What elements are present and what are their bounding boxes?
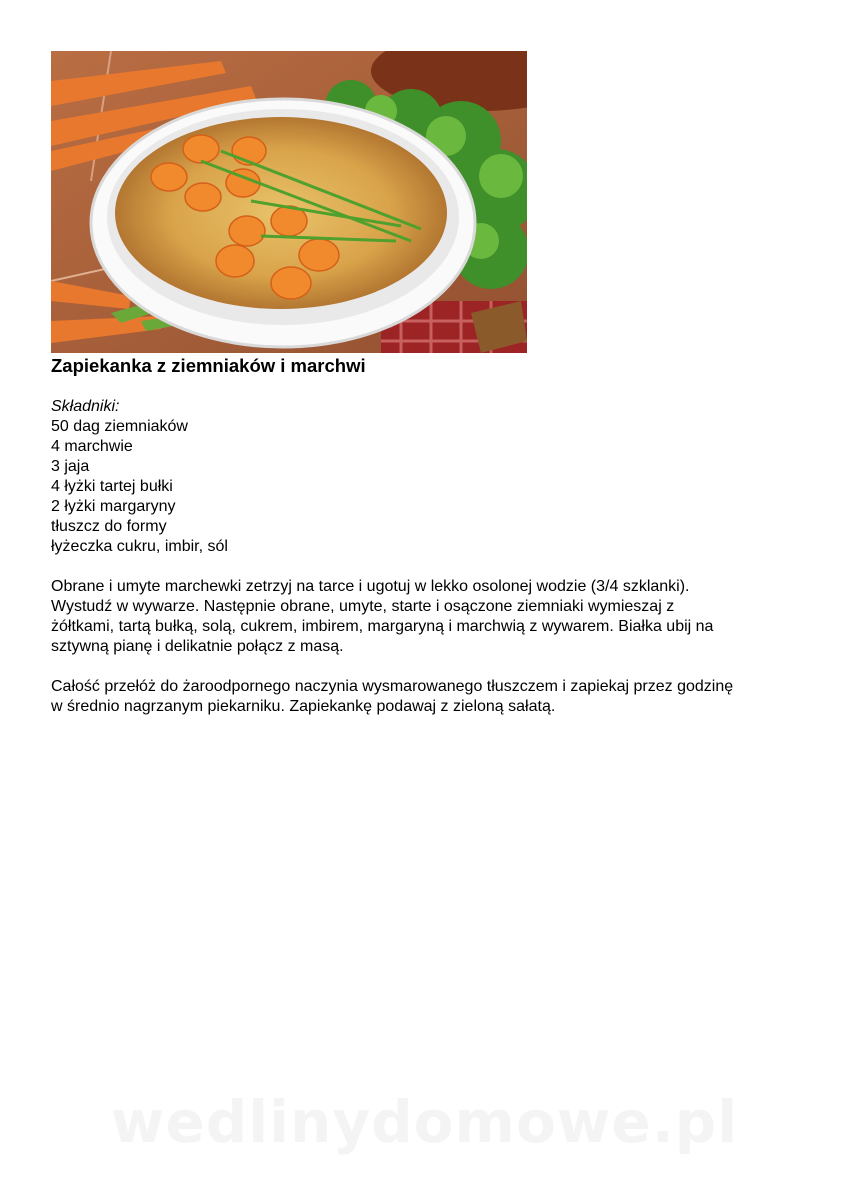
ingredient-item: 50 dag ziemniaków (51, 418, 188, 435)
paragraph-line: Całość przełóż do żaroodpornego naczynia wysmarowanego tłuszczem i zapiekaj przez godzinę (51, 678, 734, 695)
recipe-title: Zapiekanka z ziemniaków i marchwi (51, 355, 366, 376)
recipe-content (51, 397, 821, 717)
ingredient-item: 4 marchwie (51, 438, 133, 455)
paragraph-line: Obrane i umyte marchewki zetrzyj na tarce i ugotuj w lekko osolonej wodzie (3/4 szklanki). (51, 578, 690, 595)
instructions-paragraph-1 (51, 577, 821, 657)
ingredient-item: 2 łyżki margaryny (51, 498, 176, 515)
paragraph-line: Wystudź w wywarze. Następnie obrane, umyte, starte i osączone ziemniaki wymieszaj z (51, 598, 675, 615)
ingredients-heading: Składniki: (51, 398, 120, 415)
ingredient-item: tłuszcz do formy (51, 518, 167, 535)
watermark: wedlinydomowe.pl (110, 1088, 739, 1156)
paragraph-line: sztywną pianę i delikatnie połącz z masą. (51, 638, 344, 655)
recipe-photo (51, 51, 527, 353)
ingredient-item: 4 łyżki tartej bułki (51, 478, 173, 495)
paragraph-line: w średnio nagrzanym piekarniku. Zapiekankę podawaj z zieloną sałatą. (51, 698, 556, 715)
instructions-paragraph-2 (51, 677, 821, 717)
ingredient-item: łyżeczka cukru, imbir, sól (51, 538, 228, 555)
ingredients-list (51, 417, 821, 557)
paragraph-line: żółtkami, tartą bułką, solą, cukrem, imbirem, margaryną i marchwią z wywarem. Białka ubij na (51, 618, 714, 635)
ingredient-item: 3 jaja (51, 458, 90, 475)
